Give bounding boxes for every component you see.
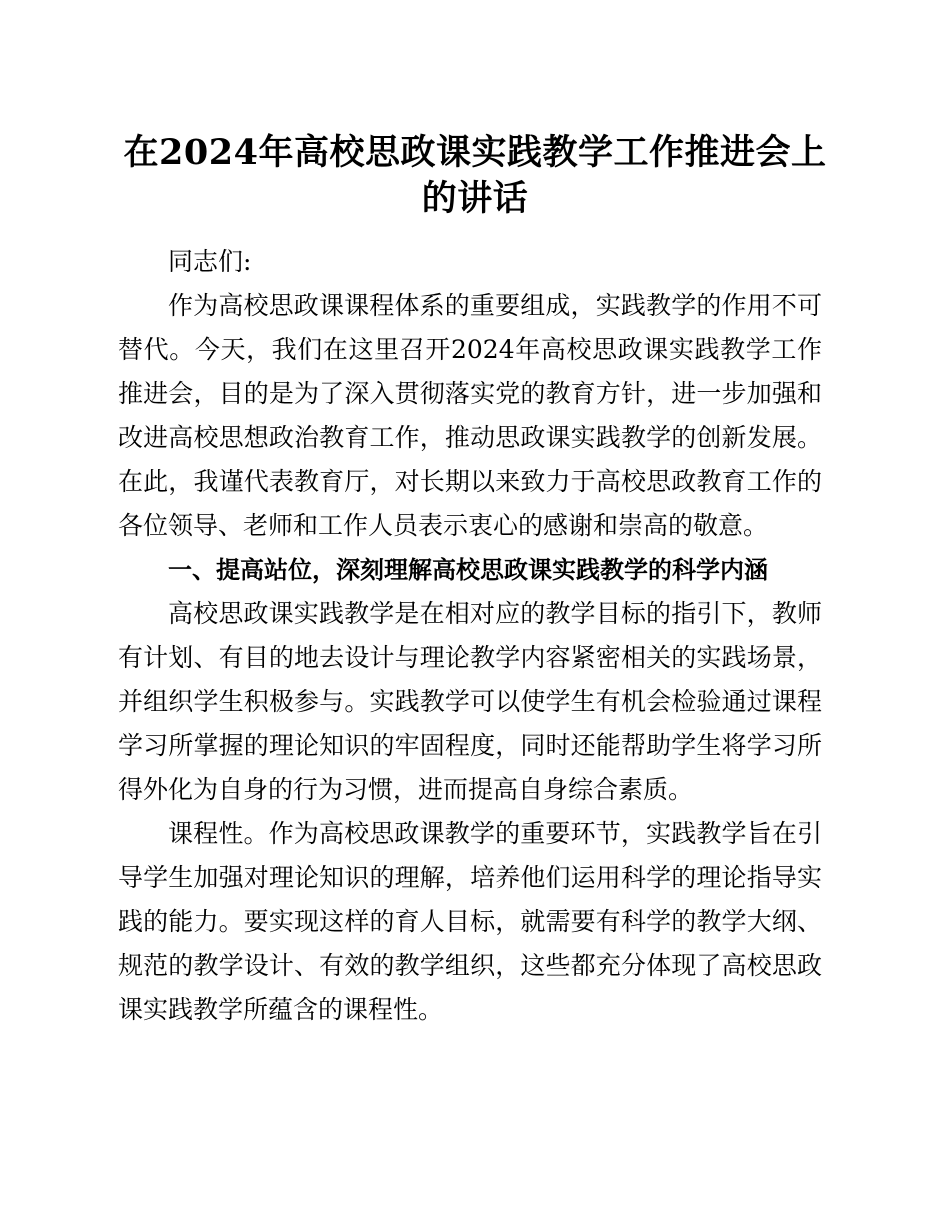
body-paragraph: 课程性。作为高校思政课教学的重要环节，实践教学旨在引导学生加强对理论知识的理解，培养他们运用科学的理论指导实践的能力。要实现这样的育人目标，就需要有科学的教学大纲、规范的教学设计、有效的教学组织，这些都充分体现了高校思政课实践教学所蕴含的课程性。 [118, 819, 822, 1024]
section-heading: 一、提高站位，深刻理解高校思政课实践教学的科学内涵 [168, 556, 768, 584]
intro-paragraph: 作为高校思政课课程体系的重要组成，实践教学的作用不可替代。今天，我们在这里召开2024年高校思政课实践教学工作推进会，目的是为了深入贯彻落实党的教育方针，进一步加强和改进高校思想政治教育工作，推动思政课实践教学的创新发展。在此，我谨代表教育厅，对长期以来致力于高校思政教育工作的各位领导、老师和工作人员表示衷心的感谢和崇高的敬意。 [118, 291, 822, 540]
salutation: 同志们: [168, 247, 252, 276]
body-paragraph: 高校思政课实践教学是在相对应的教学目标的指引下，教师有计划、有目的地去设计与理论教学内容紧密相关的实践场景，并组织学生积极参与。实践教学可以使学生有机会检验通过课程学习所掌握的理论知识的牢固程度，同时还能帮助学生将学习所得外化为自身的行为习惯，进而提高自身综合素质。 [118, 599, 822, 804]
document-body [118, 240, 822, 1032]
document-title: 在2024年高校思政课实践教学工作推进会上的讲话 [123, 132, 827, 219]
